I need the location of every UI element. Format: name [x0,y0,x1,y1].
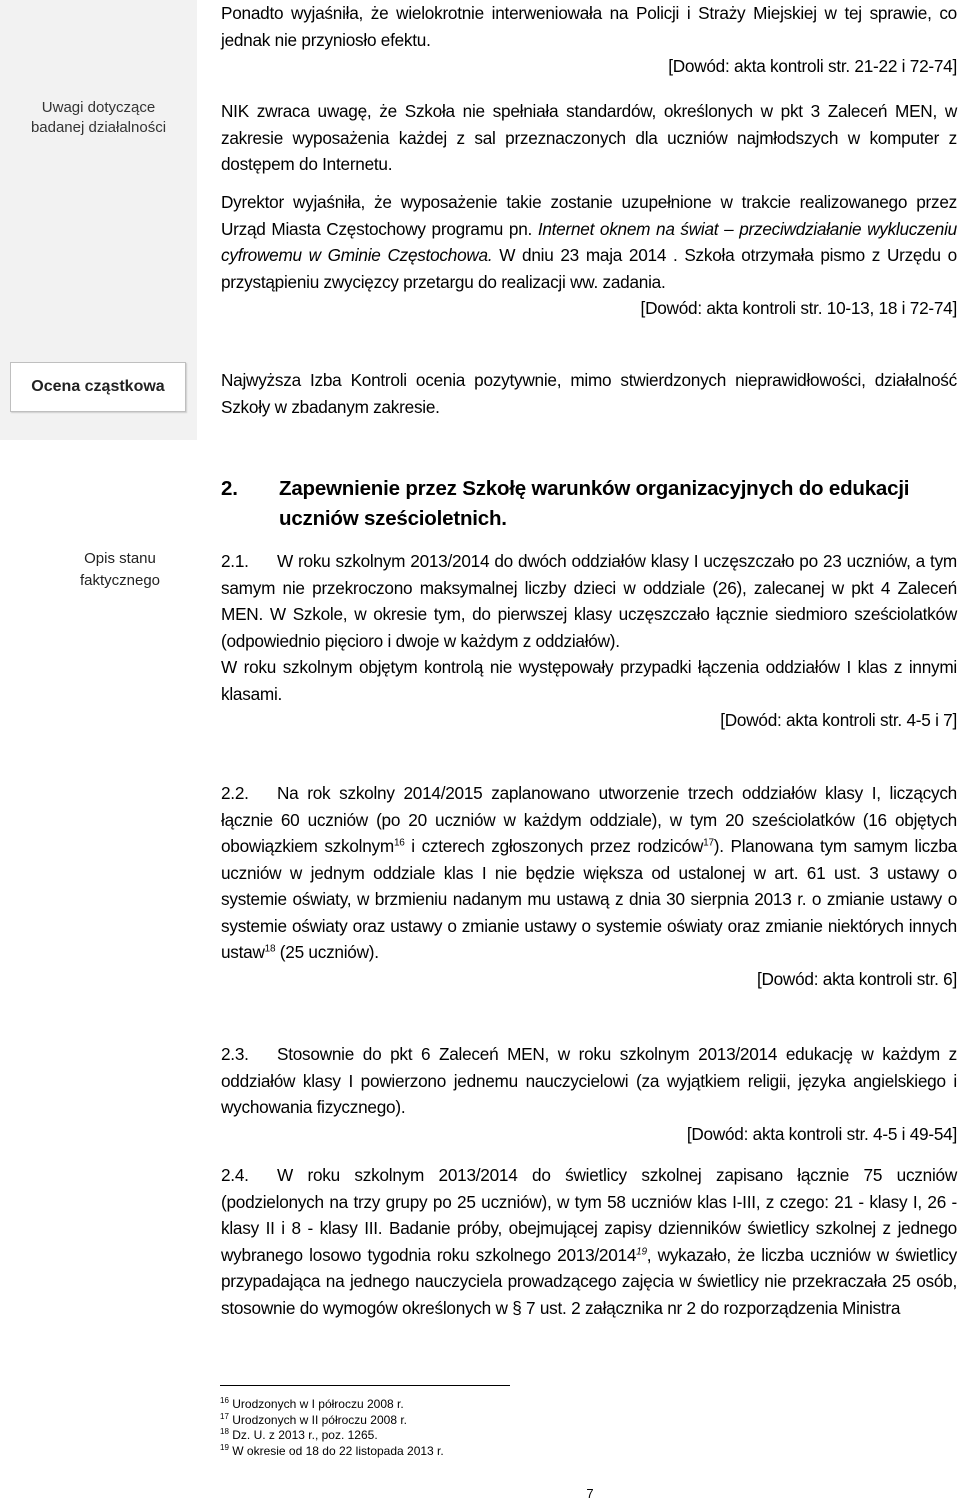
section-title: Zapewnienie przez Szkołę warunków organizacyjnych do edukacji uczniów sześcioletnich. [279,477,910,530]
paragraph-text: Ponadto wyjaśniła, że wielokrotnie interweniowała na Policji i Straży Miejskiej w tej sprawie, co jednak nie przyniosło efektu. [221,3,957,50]
footnote-item [220,1444,820,1460]
footnote-ref: 16 [393,837,405,849]
paragraph-2-1 [221,548,957,734]
paragraph-2-4 [221,1162,957,1321]
sidebar-label-opis-line2: faktycznego [79,572,161,589]
footnote-item [220,1397,820,1413]
sidebar-label-uwagi-line2: badanej działalności [30,119,167,136]
text-span: (25 uczniów). [275,942,379,962]
sidebar-label-uwagi-line1: Uwagi dotyczące [41,99,156,116]
footnote-ref: 18 [264,943,276,955]
paragraph-text [221,548,957,654]
section-heading [221,474,957,534]
evidence-reference: [Dowód: akta kontroli str. 6] [756,968,957,989]
page-number: 7 [586,1486,594,1501]
top-paragraph-1 [221,0,957,80]
footnote-number: 18 [220,1427,229,1436]
paragraph-text: NIK zwraca uwagę, że Szkoła nie spełniała standardów, określonych w pkt 3 Zaleceń MEN, w zakresie wyposażenia każdej z sal przeznaczonych dla uczniów najmłodszych w komputer z dostępem do Internetu. [221,101,957,174]
paragraph-text [221,1162,957,1321]
footnote-text: W okresie od 18 do 22 listopada 2013 r. [232,1443,444,1458]
evidence-reference: [Dowód: akta kontroli str. 4-5 i 7] [720,710,957,730]
sidebar-label-ocena: Ocena cząstkowa [10,362,186,412]
sidebar-label-opis [40,548,200,592]
text-span: i czterech zgłoszonych przez rodziców [404,836,704,856]
sidebar-label-opis-line1: Opis stanu [84,550,156,567]
evidence-reference: [Dowód: akta kontroli str. 10-13, 18 i 72-74] [640,298,957,318]
footnote-ref: 19 [636,1245,647,1257]
paragraph-text [221,1041,957,1121]
top-paragraph-4 [221,367,957,420]
footnote-item [220,1413,820,1429]
top-paragraph-3 [221,189,957,322]
text-span: W roku szkolnym 2013/2014 do świetlicy szkolnej zapisano łącznie 75 uczniów (podzielonych na trzy grupy po 25 uczniów), w tym 58 uczniów klas I-III, z czego: 21 - klasy I, 26 - klasy II i 8 - klasy III. Badanie próby, obejmującej zapisy dzienników świetlicy szkolnej z jednego wybranego losowo tygodnia roku szkolnego 2013/2014 [221,1165,957,1265]
section-number: 2. [221,477,238,500]
paragraph-2-3 [221,1041,957,1147]
paragraph-text: Najwyższa Izba Kontroli ocenia pozytywnie, mimo stwierdzonych nieprawidłowości, działalność Szkoły w zbadanym zakresie. [221,370,957,417]
footnote-number: 17 [220,1411,229,1421]
paragraph-number: 2.2. [221,783,249,803]
footnote-text: Urodzonych w I półroczu 2008 r. [232,1397,404,1411]
text-span: , wykazało, że liczba uczniów w świetlicy przypadająca na jednego nauczyciela prowadzącego zajęcia w świetlicy nie przekraczała 25 osób, stosownie do wymogów określonych w § 7 ust. 2 załącznika nr 2 do rozporządzenia Ministra [221,1244,957,1318]
top-paragraph-2 [221,98,957,178]
evidence-reference: [Dowód: akta kontroli str. 21-22 i 72-74] [668,56,957,76]
paragraph-text [221,189,957,295]
paragraph-text [221,780,957,966]
evidence-reference: [Dowód: akta kontroli str. 4-5 i 49-54] [686,1123,957,1144]
sidebar-label-uwagi [0,98,197,138]
footnotes [220,1397,820,1459]
footnote-number: 19 [220,1442,229,1452]
footnote-item [220,1428,820,1444]
text-span: Na rok szkolny 2014/2015 zaplanowano utworzenie trzech oddziałów klasy I, liczących łącznie 60 uczniów (po 20 uczniów w każdym oddziale), w tym 20 sześciolatków (16 objętych obowiązkiem szkolnym [221,783,957,856]
program-name: Internet oknem na świat – przeciwdziałanie wykluczeniu cyfrowemu w Gminie Częstochowa. [221,218,957,265]
text-span: Stosownie do pkt 6 Zaleceń MEN, w roku szkolnym 2013/2014 edukację w każdym z oddziałów klasy I powierzono jednemu nauczycielowi (za wyjątkiem religii, języka angielskiego i wychowania fizycznego). [221,1044,957,1117]
paragraph-number: 2.4. [221,1165,249,1185]
paragraph-text: W roku szkolnym objętym kontrolą nie występowały przypadki łączenia oddziałów I klas z innymi klasami. [221,657,957,704]
text-span: W roku szkolnym 2013/2014 do dwóch oddziałów klasy I uczęszczało po 23 uczniów, a tym samym nie przekroczono maksymalnej liczby dzieci w oddziale (26), zalecanej w pkt 4 Zaleceń MEN. W Szkole, w okresie tym, do pierwszej klasy uczęszczało łącznie siedmioro sześciolatków (odpowiednio pięcioro i dwoje w każdym z oddziałów). [221,551,957,651]
text-span: W dniu 23 maja 2014 . Szkoła otrzymała pismo z Urzędu o przystąpieniu zwycięzcy przetargu do realizacji ww. zadania. [221,245,957,292]
text-span: Dyrektor wyjaśniła, że wyposażenie takie zostanie uzupełnione w trakcie realizowanego przez Urząd Miasta Częstochowy programu pn. [221,192,957,239]
footnote-divider [220,1385,510,1386]
paragraph-number: 2.3. [221,1044,249,1064]
footnote-ref: 17 [703,837,714,849]
text-span: ). Planowana tym samym liczba uczniów w jednym oddziale klas I nie będzie większa od ustalonej w art. 61 ust. 3 ustawy o systemie oświaty, w brzmieniu nadanym mu ustawą z dnia 30 sierpnia 2013 r. o zmianie ustawy o systemie oświaty oraz ustawy o zmianie ustawy o systemie oświaty oraz zmianie niektórych innych ustaw [221,836,957,962]
footnote-number: 16 [220,1396,229,1405]
paragraph-2-2 [221,780,957,992]
footnote-text: Urodzonych w II półroczu 2008 r. [232,1412,408,1427]
footnote-text: Dz. U. z 2013 r., poz. 1265. [232,1428,378,1442]
paragraph-number: 2.1. [221,551,249,571]
